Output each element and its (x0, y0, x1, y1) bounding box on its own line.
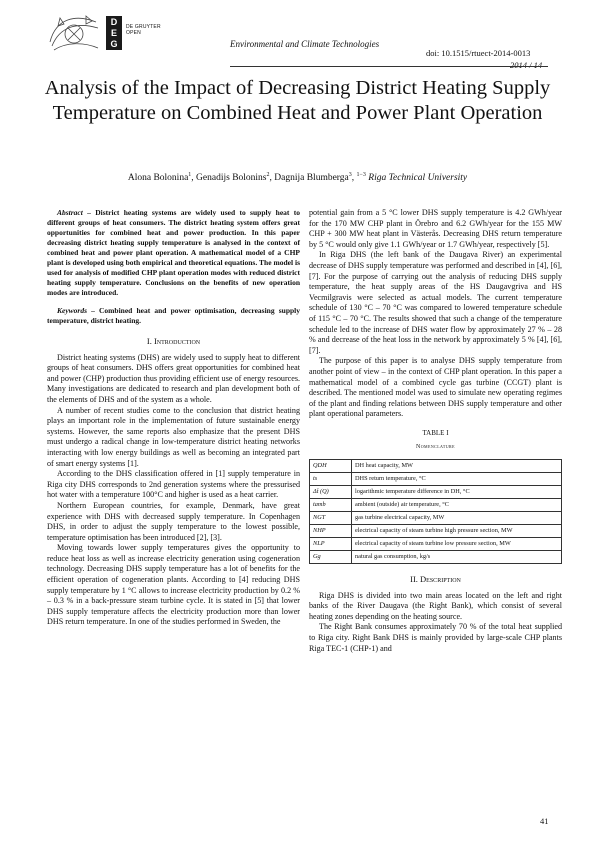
author-1-mark: 1 (188, 172, 192, 178)
table-subtitle: Nomenclature (416, 444, 455, 451)
description-cell: logarithmic temperature difference in DH, °C (352, 486, 562, 499)
body-paragraph: The purpose of this paper is to analyse DHS supply temperature from another point of view – in the context of CHP plant operation. In this paper a mathematical model of a combined cycle gas turbine (CCGT) plant is described. The mentioned model was used to simulate new operating regimes of the plant and finding relations between DHS supply temperature and other plant operational parameters. (309, 356, 562, 419)
badge-letter-e: E (110, 27, 117, 38)
intro-paragraph: Moving towards lower supply temperatures gives the opportunity to reduce heat loss as well as increase electricity generation using cogeneration technology. Decreasing DHS supply temperature has a lot of benefits for the efficient operation of cogeneration plants. According to [4] reducing DHS supply temperature by 1 °C allows to increase electricity production by 0.2 % – 0.3 % in a back-pressure steam turbine cycle. It is stated in [5] that lower DHS supply temperature affects the electricity production more than lower DHS return temperature. In one of the studies performed in Sweden, the (47, 543, 300, 627)
abstract-label: Abstract (57, 208, 83, 217)
page-number: 41 (540, 816, 549, 826)
keywords-label: Keywords (57, 306, 87, 315)
abstract-text: – District heating systems are widely used to supply heat to different groups of heat consumers. The district heating system offers great opportunities for combined heat and power production. In this paper decreasing district heating supply temperature is analysed in the context of combined heat and power plant operation. A mathematical model of a CHP plant is developed using both empirical and theoretical equations. The model is used for analysis of modified CHP plant operation modes with reduced district heating supply temperature. Conclusions on the benefits of new operation modes are introduced. (47, 208, 300, 297)
table-caption: TABLE I (422, 428, 449, 437)
affiliation-mark: 1−3 (356, 172, 366, 178)
description-cell: DHS return temperature, °C (352, 473, 562, 486)
paper-title: Analysis of the Impact of Decreasing District Heating Supply Temperature on Combined Heat and Power Plant Operation (44, 77, 551, 124)
section-2-number: II. (410, 574, 418, 585)
journal-name: Environmental and Climate Technologies (230, 39, 380, 49)
section-1-title: Introduction (153, 336, 201, 346)
table-row (310, 551, 562, 564)
publisher-name-sub: OPEN (126, 30, 141, 36)
description-cell: DH heat capacity, MW (352, 460, 562, 473)
badge-letter-g: G (110, 39, 118, 50)
symbol-cell: Δt̄ (Q) (310, 486, 352, 499)
author-2-mark: 2 (266, 172, 270, 178)
table-row (310, 499, 562, 512)
section-1-heading (47, 336, 300, 347)
body-paragraph: In Riga DHS (the left bank of the Daugava River) an experimental decrease of DHS supply temperature was performed and described in [4], [6], [7]. For the purpose of carrying out the analysis of reducing DHS supply temperature, the heat supply areas of the HS Daugavgriva and HS Vecmilgravis were selected as actual models. The current temperature schedule of 130 °C – 70 °C was compared to lowered temperature schedule of 115 °C – 70 °C. The results showed that such a change of the temperature schedule led to the increase of DHS water flow by approximately 27 % – 28 % and decrease of the heat loss in the network by approximately 5 % [4], [6], [7]. (309, 250, 562, 355)
keywords (47, 306, 300, 326)
description-paragraph: The Right Bank consumes approximately 70 % of the total heat supplied to Riga city. Right Bank DHS is mainly provided by large-scale CHP plants Riga TEC-1 (CHP-1) and (309, 622, 562, 653)
table-row (310, 473, 562, 486)
section-2-title: Description (420, 574, 461, 585)
author-3-mark: 3 (348, 172, 352, 178)
badge-letter-d: D (110, 16, 118, 27)
description-cell: ambient (outside) air temperature, °C (352, 499, 562, 512)
de-gruyter-badge (106, 16, 122, 50)
intro-paragraph: A number of recent studies come to the conclusion that district heating plays an important role in the implementation of future sustainable energy systems. However, the same reports also emphasize that the present DHS must undergo a radical change in low-temperature district heating networks interacting with low energy buildings as well as becoming an integrated part of smart energy systems [1]. (47, 405, 300, 468)
description-paragraph: Riga DHS is divided into two main areas located on the left and right banks of the River Daugava (the Right Bank), which consist of several heating zones depending on the heating source. (309, 590, 562, 621)
symbol-cell: QDH (310, 460, 352, 473)
symbol-cell: NLP (310, 538, 352, 551)
table-row (310, 538, 562, 551)
nomenclature-table (309, 459, 562, 564)
table-row (310, 512, 562, 525)
author-2: Genadijs Bolonins (196, 173, 267, 184)
publisher-name (126, 24, 161, 36)
table-row (310, 460, 562, 473)
table-row (310, 525, 562, 538)
publisher-emblem-logo (46, 12, 102, 54)
symbol-cell: ts (310, 473, 352, 486)
description-cell: electrical capacity of steam turbine low pressure section, MW (352, 538, 562, 551)
keywords-text: – Combined heat and power optimisation, decreasing supply temperature, district heating. (47, 306, 300, 325)
description-cell: natural gas consumption, kg/s (352, 551, 562, 564)
abstract (47, 208, 300, 298)
intro-paragraph: District heating systems (DHS) are widely used to supply heat to different groups of heat consumers. DHS offers great opportunities for combined heat and power (CHP) production thus providing efficient use of energy resources. Many investigations are dedicated to research and plan development both of the elements of DHS and of the system as a whole. (47, 352, 300, 404)
publisher-name-main: DE GRUYTER (126, 24, 161, 30)
symbol-cell: NHP (310, 525, 352, 538)
author-3: Dagnija Blumberga (274, 173, 349, 184)
description-cell: electrical capacity of steam turbine high pressure section, MW (352, 525, 562, 538)
symbol-cell: NGT (310, 512, 352, 525)
right-column (309, 208, 562, 654)
table-row (310, 486, 562, 499)
year-volume: 2014 / 14 (510, 60, 543, 70)
author-line: Alona Bolonina$^1$, Genadijs Bolonins$^2$, Dagnija Blumberga$^3$, $^{1-3}$ Riga Technical University (127, 172, 468, 184)
intro-paragraph: According to the DHS classification offered in [1] supply temperature in Riga city DHS corresponds to 2nd generation systems where the pressurised hot water with a temperature 100°C and higher is used as a heat carrier. (47, 469, 300, 500)
intro-paragraph: Northern European countries, for example, Denmark, have great experience with DHS with decreased supply temperature. In Copenhagen DHS, in order to adjust the supply temperature to the lowest possible, temperature optimisation has been introduced [2], [3]. (47, 500, 300, 542)
left-column (47, 208, 300, 628)
section-1-number: I. (146, 336, 152, 346)
affiliation: Riga Technical University (368, 173, 468, 184)
symbol-cell: tamb (310, 499, 352, 512)
header-rule (230, 66, 548, 67)
section-2-heading (309, 574, 562, 585)
description-cell: gas turbine electrical capacity, MW (352, 512, 562, 525)
body-paragraph: potential gain from a 5 °C lower DHS supply temperature is 4.2 GWh/year for the 170 MW CHP plant in Örebro and 6.2 GWh/year for the 155 MW CHP + 300 MW heat plant in Västerås. Decreasing DHS return temperature by 5 °C would only give 1.1 GWh/year or 1.7 GWh/year, respectively [5]. (309, 208, 562, 249)
doi-text: doi: 10.1515/rtuect-2014-0013 (426, 48, 531, 58)
symbol-cell: Gg (310, 551, 352, 564)
author-1: Alona Bolonina (127, 173, 189, 184)
